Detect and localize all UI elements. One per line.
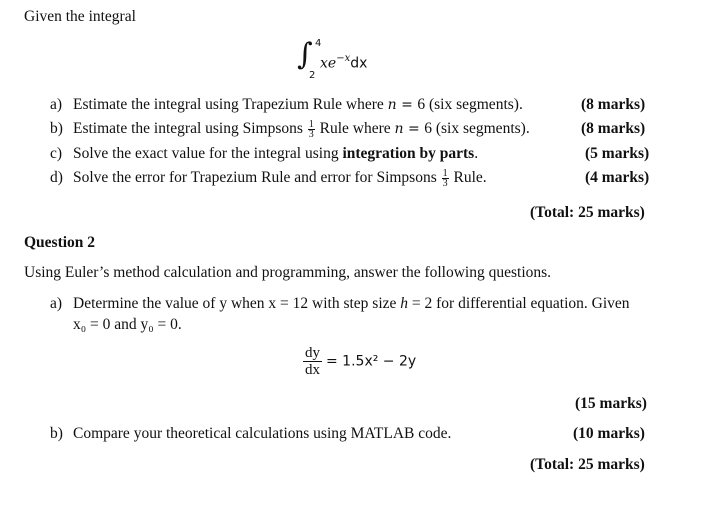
q1-b-frac-den: 3 (308, 128, 314, 140)
q1-a-text-after: 6 (six segments). (417, 96, 523, 113)
ode-derivative (303, 345, 322, 378)
q1-d-text: Solve the error for Trapezium Rule and error for Simpsons (73, 169, 441, 186)
q1-d-frac-num: 1 (442, 167, 448, 179)
q1-b-frac-num: 1 (308, 118, 314, 130)
integrand-exponent: −x (336, 53, 351, 64)
q1-d-fraction (442, 169, 449, 188)
q1-b-fraction (308, 120, 315, 139)
ode-rhs: = 1.5x² − 2y (326, 353, 417, 370)
q1-total-marks: (Total: 25 marks) (530, 204, 645, 221)
q2-intro: Using Euler’s method calculation and programming, answer the following questions. (24, 264, 552, 281)
q2-b-label: b) (50, 425, 63, 442)
q1-a-var: n (387, 97, 397, 113)
q2-a-initial-conditions: x₀ = 0 and y₀ = 0. (73, 316, 182, 333)
ode-expression (303, 345, 416, 378)
integral-upper-limit: 4 (315, 38, 322, 49)
ode-num: dy (305, 345, 320, 361)
q2-b-text: Compare your theoretical calculations using MATLAB code. (73, 425, 452, 442)
q1-b-text-mid: Rule where (315, 120, 395, 137)
q1-b-text-after: 6 (six segments). (424, 120, 530, 137)
q2-a-text-after: = 2 for differential equation. Given (408, 295, 630, 312)
q2-heading: Question 2 (24, 234, 96, 251)
q2-total-marks: (Total: 25 marks) (530, 456, 645, 473)
q1-b-eq: = (403, 121, 425, 137)
q1-b-label: b) (50, 120, 63, 137)
q2-a-h: h (400, 295, 409, 312)
q1-b-text: Estimate the integral using Simpsons (73, 120, 307, 137)
q1-c-bold: integration by parts (342, 145, 475, 162)
q1-d-frac-den: 3 (442, 177, 448, 189)
q1-d-text-after: Rule. (449, 169, 487, 186)
q1-c-label: c) (50, 145, 63, 162)
q2-a-marks: (15 marks) (575, 395, 647, 412)
q1-a-label: a) (50, 96, 63, 113)
q2-a-label: a) (50, 295, 63, 312)
q1-a-eq: = (396, 97, 418, 113)
q1-a-marks: (8 marks) (581, 96, 646, 113)
integrand-dx: dx (350, 55, 368, 72)
q2-b-marks: (10 marks) (573, 425, 645, 442)
integrand-e: e (327, 55, 337, 72)
integral-lower-limit: 2 (309, 70, 316, 81)
q1-c-text-after: . (474, 145, 479, 162)
q1-b-marks: (8 marks) (581, 120, 646, 137)
intro-text: Given the integral (24, 8, 136, 25)
q1-b-var: n (394, 121, 404, 137)
q2-a-text: Determine the value of y when x = 12 with step size (73, 295, 401, 312)
q1-a-text: Estimate the integral using Trapezium Rule where (73, 96, 388, 113)
q1-c-marks: (5 marks) (585, 145, 650, 162)
integral-sign: ∫ (297, 37, 313, 72)
q1-c-text: Solve the exact value for the integral using (73, 145, 343, 162)
q1-d-label: d) (50, 169, 63, 186)
q1-d-marks: (4 marks) (585, 169, 650, 186)
ode-den: dx (305, 362, 320, 378)
integrand-x: x (320, 55, 328, 72)
